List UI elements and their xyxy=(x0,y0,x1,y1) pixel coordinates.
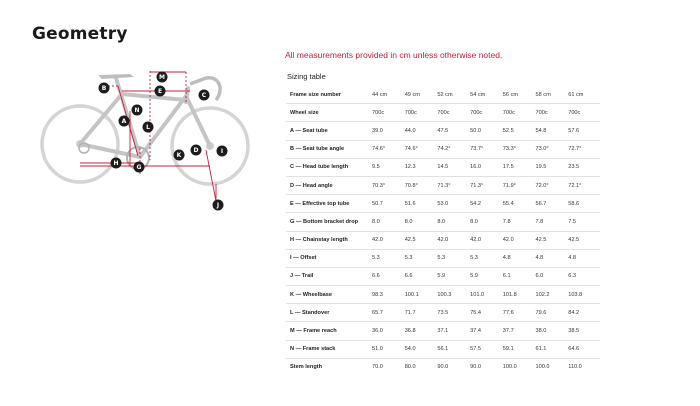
table-cell: 90.0 xyxy=(437,364,449,371)
table-cell: 8.0 xyxy=(371,213,404,231)
table-cell: 12.3 xyxy=(404,158,437,176)
marker-n xyxy=(132,105,143,116)
table-cell: 100.0 xyxy=(502,364,517,371)
table-cell: 9.5 xyxy=(371,158,404,176)
table-cell: 72.7° xyxy=(567,140,600,158)
table-row xyxy=(286,340,600,358)
size-header: 61 cm xyxy=(567,86,600,104)
table-cell: 16.0 xyxy=(469,158,502,176)
table-cell: 36.0 xyxy=(371,322,404,340)
table-cell: 90.0 xyxy=(470,364,481,371)
marker-c xyxy=(199,90,210,101)
table-cell: 56.1 xyxy=(436,340,469,358)
table-cell: 8.0 xyxy=(404,213,437,231)
table-cell: 8.0 xyxy=(436,213,469,231)
marker-a xyxy=(119,116,130,127)
table-cell: 7.5 xyxy=(567,213,600,231)
row-label: B — Seat tube angle xyxy=(286,140,371,158)
svg-text:G: G xyxy=(136,164,142,172)
table-cell: 80.0 xyxy=(404,364,416,371)
table-cell: 51.0 xyxy=(371,340,404,358)
table-row xyxy=(286,358,600,376)
table-cell: 38.5 xyxy=(567,322,600,340)
table-cell: 17.5 xyxy=(502,158,535,176)
table-row xyxy=(286,140,600,158)
table-cell: 101.0 xyxy=(469,286,502,304)
row-label: H — Chainstay length xyxy=(286,231,371,249)
table-row xyxy=(286,158,600,176)
table-row xyxy=(286,286,600,304)
svg-text:N: N xyxy=(134,107,140,115)
table-row xyxy=(286,213,600,231)
header-label: Frame size number xyxy=(286,86,371,104)
table-cell: 58.6 xyxy=(567,195,600,213)
table-row xyxy=(286,304,600,322)
geometry-table xyxy=(286,86,600,376)
table-cell: 61.1 xyxy=(535,340,568,358)
row-label: J — Trail xyxy=(286,267,371,285)
marker-b xyxy=(99,83,110,94)
table-cell: 98.3 xyxy=(371,286,404,304)
marker-h xyxy=(111,158,122,169)
table-cell: 102.2 xyxy=(535,286,568,304)
size-header: 49 cm xyxy=(404,86,437,104)
table-row xyxy=(286,176,600,194)
table-cell: 42.0 xyxy=(469,231,502,249)
table-cell: 73.7° xyxy=(469,140,502,158)
table-cell: 71.7 xyxy=(404,304,437,322)
row-label: K — Wheelbase xyxy=(286,286,371,304)
table-cell: 77.6 xyxy=(502,304,535,322)
svg-text:M: M xyxy=(159,74,165,82)
row-label: G — Bottom bracket drop xyxy=(286,213,371,231)
table-cell: 72.1° xyxy=(567,176,600,194)
table-cell: 84.2 xyxy=(567,304,600,322)
table-cell: 700c xyxy=(567,104,600,122)
table-cell: 74.2° xyxy=(436,140,469,158)
size-header: 44 cm xyxy=(371,86,404,104)
table-cell: 5.3 xyxy=(371,249,404,267)
table-header-row xyxy=(286,86,600,104)
table-cell: 37.1 xyxy=(436,322,469,340)
sizing-table-title: Sizing table xyxy=(287,72,326,81)
table-cell: 37.4 xyxy=(469,322,502,340)
marker-d xyxy=(191,145,202,156)
table-cell: 54.2 xyxy=(469,195,502,213)
row-label: D — Head angle xyxy=(286,176,371,194)
table-cell: 57.6 xyxy=(567,122,600,140)
table-cell: 42.5 xyxy=(567,231,600,249)
table-cell: 700c xyxy=(502,104,535,122)
size-header: 58 cm xyxy=(535,86,568,104)
size-header: 54 cm xyxy=(469,86,502,104)
table-cell: 100.3 xyxy=(436,286,469,304)
table-cell: 6.3 xyxy=(567,267,600,285)
table-cell: 50.7 xyxy=(371,195,404,213)
table-cell: 42.0 xyxy=(371,231,404,249)
row-label: N — Frame stack xyxy=(286,340,371,358)
table-cell: 110.0 xyxy=(568,364,582,371)
row-label: A — Seat tube xyxy=(286,122,371,140)
table-cell: 53.0 xyxy=(436,195,469,213)
table-cell: 38.0 xyxy=(535,322,568,340)
table-cell: 72.0° xyxy=(535,176,568,194)
table-cell: 23.5 xyxy=(567,158,600,176)
table-cell: 101.8 xyxy=(502,286,535,304)
table-row xyxy=(286,249,600,267)
table-cell: 103.8 xyxy=(567,286,600,304)
measurement-note: All measurements provided in cm unless otherwise noted. xyxy=(285,50,503,60)
table-cell: 71.3° xyxy=(436,176,469,194)
table-cell: 7.8 xyxy=(535,213,568,231)
size-header: 56 cm xyxy=(502,86,535,104)
table-cell: 19.5 xyxy=(535,158,568,176)
table-cell: 74.6° xyxy=(371,140,404,158)
svg-text:H: H xyxy=(113,160,119,168)
table-cell: 4.8 xyxy=(502,249,535,267)
page-title: Geometry xyxy=(32,24,128,44)
table-cell: 71.3° xyxy=(469,176,502,194)
svg-text:K: K xyxy=(176,152,182,160)
marker-l xyxy=(143,122,154,133)
svg-text:C: C xyxy=(201,92,207,100)
table-row xyxy=(286,267,600,285)
row-label: Wheel size xyxy=(286,104,371,122)
table-cell: 6.6 xyxy=(404,267,437,285)
row-label: L — Standover xyxy=(286,304,371,322)
table-cell: 73.3° xyxy=(502,140,535,158)
table-cell: 70.3° xyxy=(371,176,404,194)
table-row xyxy=(286,231,600,249)
table-row xyxy=(286,195,600,213)
table-cell: 36.8 xyxy=(404,322,437,340)
table-cell: 39.0 xyxy=(371,122,404,140)
row-label: M — Frame reach xyxy=(286,322,371,340)
table-cell: 50.0 xyxy=(469,122,502,140)
table-cell: 65.7 xyxy=(371,304,404,322)
table-cell: 4.8 xyxy=(567,249,600,267)
row-label: C — Head tube length xyxy=(286,158,371,176)
table-cell: 51.6 xyxy=(404,195,437,213)
table-cell: 8.0 xyxy=(469,213,502,231)
table-cell: 52.5 xyxy=(502,122,535,140)
table-cell: 42.5 xyxy=(404,231,437,249)
table-cell: 42.5 xyxy=(535,231,568,249)
svg-text:L: L xyxy=(146,124,150,132)
table-cell: 56.7 xyxy=(535,195,568,213)
table-cell: 700c xyxy=(535,104,568,122)
table-cell: 73.5 xyxy=(436,304,469,322)
table-cell: 700c xyxy=(371,104,404,122)
marker-m xyxy=(157,72,168,83)
svg-text:I: I xyxy=(220,148,224,156)
svg-text:E: E xyxy=(157,88,163,96)
table-cell: 7.8 xyxy=(502,213,535,231)
marker-g xyxy=(134,162,145,173)
size-header: 52 cm xyxy=(436,86,469,104)
table-row xyxy=(286,104,600,122)
table-cell: 6.0 xyxy=(535,267,568,285)
table-cell: 6.1 xyxy=(502,267,535,285)
table-cell: 14.5 xyxy=(436,158,469,176)
table-cell: 57.5 xyxy=(469,340,502,358)
table-cell: 5.9 xyxy=(469,267,502,285)
table-cell: 74.6° xyxy=(404,140,437,158)
table-cell: 70.8° xyxy=(404,176,437,194)
row-label: Stem length xyxy=(290,364,323,371)
table-cell: 75.4 xyxy=(469,304,502,322)
table-cell: 700c xyxy=(404,104,437,122)
table-cell: 64.6 xyxy=(567,340,600,358)
table-row xyxy=(286,122,600,140)
table-cell: 4.8 xyxy=(535,249,568,267)
table-cell: 79.6 xyxy=(535,304,568,322)
row-label: E — Effective top tube xyxy=(286,195,371,213)
marker-e xyxy=(155,86,166,97)
marker-k xyxy=(174,150,185,161)
table-cell: 5.3 xyxy=(469,249,502,267)
table-cell: 5.3 xyxy=(404,249,437,267)
table-cell: 70.0 xyxy=(371,364,383,371)
table-cell: 700c xyxy=(469,104,502,122)
table-cell: 55.4 xyxy=(502,195,535,213)
table-cell: 54.0 xyxy=(404,340,437,358)
table-cell: 73.0° xyxy=(535,140,568,158)
table-cell: 100.1 xyxy=(404,286,437,304)
table-cell: 42.0 xyxy=(502,231,535,249)
svg-text:D: D xyxy=(193,147,199,155)
table-row xyxy=(286,322,600,340)
bike-geometry-diagram xyxy=(38,66,278,216)
svg-text:B: B xyxy=(101,85,107,93)
table-cell: 54.8 xyxy=(535,122,568,140)
svg-text:A: A xyxy=(121,118,127,126)
table-cell: 5.3 xyxy=(436,249,469,267)
row-label: I — Offset xyxy=(286,249,371,267)
table-cell: 6.6 xyxy=(371,267,404,285)
table-cell: 100.0 xyxy=(535,364,550,371)
table-cell: 5.9 xyxy=(436,267,469,285)
table-cell: 47.5 xyxy=(436,122,469,140)
table-cell: 59.1 xyxy=(502,340,535,358)
table-cell: 44.0 xyxy=(404,122,437,140)
svg-text:J: J xyxy=(216,202,220,210)
marker-j xyxy=(213,200,224,211)
marker-i xyxy=(217,146,228,157)
table-cell: 42.0 xyxy=(436,231,469,249)
table-cell: 37.7 xyxy=(502,322,535,340)
table-cell: 700c xyxy=(436,104,469,122)
table-cell: 71.9° xyxy=(502,176,535,194)
